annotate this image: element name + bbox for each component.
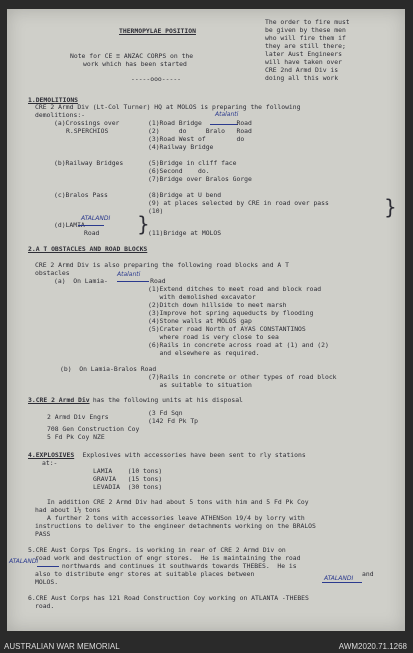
handwritten-annotation: ATALANDI [324,575,354,582]
brace-mark: } [384,195,397,219]
top-note-line: will have taken over [265,58,342,66]
document-page [7,9,405,631]
top-note-line: they are still there; [265,42,346,50]
brace-mark: } [137,212,150,236]
paragraph-line: northwards and continues it southwards towards THEBES. He is [35,562,297,570]
subsection-label: (a) On Lamia- Road [54,277,166,285]
section-heading: 1.DEMOLITIONS [28,96,79,104]
handwritten-annotation: Atalanti [117,271,141,278]
strike-through [322,582,362,583]
paragraph-line: also to distribute engr stores at suitable places between [35,570,255,578]
section-heading: 2.A T OBSTACLES AND ROAD BLOCKS [28,245,148,253]
paragraph-line: PASS [35,530,51,538]
section-text: obstacles [35,269,70,277]
list-item: and elsewhere as required. [148,349,260,357]
list-item: where road is very close to sea [148,333,279,341]
unit-line: (142 Fd Pk Tp [148,417,199,425]
place-line: LEVADIA (30 tons) [93,483,163,491]
subsection-label: (b) On Lamia-Bralos Road [60,365,157,373]
footer-credit: AUSTRALIAN WAR MEMORIAL [4,642,120,651]
list-item: (2)Ditch down hillside to meet marsh [148,301,287,309]
unit-line: 5 Fd Pk Coy NZE [47,433,105,441]
top-note-line: be given by these men [265,26,346,34]
paragraph-line: In addition CRE 2 Armd Div had about 5 tons with him and 5 Fd Pk Coy [47,498,309,506]
subsection-label: (d)LAMIA [54,221,85,229]
paragraph-line: road. [35,602,55,610]
list-item: (8)Bridge at U bend [148,191,222,199]
paragraph-line: had about 1½ tons [35,506,101,514]
list-item: as suitable to situation [148,381,252,389]
subsection-label: Road [84,229,100,237]
list-item: (1)Road Bridge Road [148,119,252,127]
paragraph-line: 6.CRE Aust Corps has 121 Road Construction Coy working on ATLANTA -THEBES [28,594,309,602]
list-item: (6)Rails in concrete across road at (1) and (2) [148,341,329,349]
footer-bar [0,640,413,653]
top-note-line: who will fire them if [265,34,346,42]
paragraph-line: 5.CRE Aust Corps Tps Engrs. is working in rear of CRE 2 Armd Div on [28,546,286,554]
list-item: (6)Second do. [148,167,210,175]
paragraph-line: road work and destruction of engr stores. He is maintaining the road [35,554,301,562]
list-item: (3)Road West of do [148,135,245,143]
subsection-label: R.SPERCHIOS [66,127,109,135]
handwritten-annotation: ATALANDI [81,215,111,222]
paragraph-line: MOLOS. [35,578,59,586]
list-item: (7)Bridge over Bralos Gorge [148,175,252,183]
unit-line: 708 Gen Construction Coy [47,425,140,433]
list-item: (7)Rails in concrete or other types of road block [148,373,337,381]
subsection-label: (c)Bralos Pass [54,191,108,199]
list-item: (11)Bridge at MOLOS [148,229,222,237]
document-title: THERMOPYLAE POSITION [119,27,196,35]
list-item: (10) [148,207,164,215]
paragraph-line: instructions to deliver to the engineer detachments working on the BRALOS [35,522,316,530]
paragraph-line: A further 2 tons with accessories leave ATHENSon 19/4 by lorry with [47,514,305,522]
list-item: (5)Crater road North of AYAS CONSTANTINOS [148,325,306,333]
subsection-label: (b)Railway Bridges [54,159,124,167]
separator: -----ooo----- [131,75,182,83]
place-line: GRAVIA (15 tons) [93,475,163,483]
unit-line: (3 Fd Sqn [148,409,183,417]
list-item: (2) do Bralo Road [148,127,252,135]
section-heading: 3.CRE 2 Armd Div [28,396,90,404]
list-item: (5)Bridge in cliff face [148,159,237,167]
list-item: (4)Railway Bridge [148,143,214,151]
unit-line: 2 Armd Div Engrs [47,413,109,421]
section-text: CRE 2 Armd Div (Lt-Col Turner) HQ at MOLOS is preparing the following [35,103,301,111]
section-text: at:- [42,459,58,467]
paragraph-text: and [362,570,374,578]
subsection-label: (a)Crossings over [54,119,120,127]
footer-accession-number: AWM2020.71.1268 [338,642,407,651]
section-heading: 4.EXPLOSIVES [28,451,75,459]
list-item: with demolished excavator [148,293,256,301]
top-note-line: later Aust Engineers [265,50,342,58]
top-note-line: CRE 2nd Armd Div is [265,66,339,74]
section-text: has the following units at his disposal [89,396,243,404]
section-text: demolitions:- [35,111,86,119]
section-text: CRE 2 Armd Div is also preparing the following road blocks and A T [35,261,289,269]
strike-through [78,225,104,226]
note-line: work which has been started [83,60,187,68]
place-line: LAMIA (10 tons) [93,467,163,475]
handwritten-annotation: Atalanti [215,111,239,118]
strike-through [117,281,149,282]
list-item: (1)Extend ditches to meet road and block road [148,285,322,293]
top-note-line: doing all this work [265,74,339,82]
note-line: Note for CE ≡ ANZAC CORPS on the [70,52,194,60]
handwritten-annotation: ATALANDI [9,558,39,565]
section-text: Explosives with accessories have been sent to rly stations [71,451,306,459]
top-note-line: The order to fire must [265,18,350,26]
list-item: (3)Improve hot spring aqueducts by flooding [148,309,314,317]
list-item: (9) at places selected by CRE in road over pass [148,199,329,207]
list-item: (4)Stone walls at MOLOS gap [148,317,252,325]
